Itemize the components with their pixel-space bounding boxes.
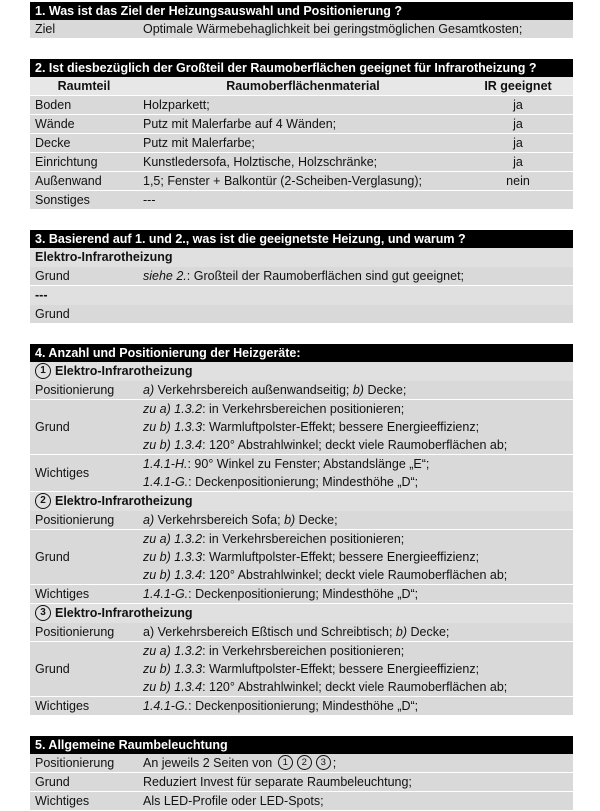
text: : 120° Abstrahlwinkel; deckt viele Raumoberflächen ab; xyxy=(202,438,508,452)
wichtig-line xyxy=(143,473,573,491)
surface-table-header xyxy=(30,77,573,96)
surface-part: Sonstiges xyxy=(35,193,90,207)
pos-a-text: Verkehrsbereich Sofa; xyxy=(154,513,285,527)
ref: zu a) 1.3.2 xyxy=(143,644,203,658)
wichtig-label: Wichtiges xyxy=(35,466,90,480)
wichtig-value: Als LED-Profile oder LED-Spots; xyxy=(143,794,324,808)
surface-row xyxy=(30,172,573,191)
text: : Deckenpositionierung; Mindesthöhe „D“; xyxy=(188,475,419,489)
position-label: Positionierung xyxy=(35,383,115,397)
surface-ir: ja xyxy=(513,136,523,150)
surface-part: Wände xyxy=(35,117,75,131)
surface-ir: nein xyxy=(506,174,530,188)
grund-line xyxy=(143,548,573,566)
unit-3-reason-row xyxy=(30,642,573,697)
unit-name: Elektro-Infrarotheizung xyxy=(55,364,193,378)
surface-ir: ja xyxy=(513,155,523,169)
unit-1-reason-row xyxy=(30,400,573,455)
heater-2-reason-row xyxy=(30,305,573,324)
pos-b-text: Decke; xyxy=(295,513,338,527)
position-label: Positionierung xyxy=(35,756,115,770)
wichtig-line xyxy=(138,585,573,603)
section-3-header: 3. Basierend auf 1. und 2., was ist die geeignetste Heizung, und warum ? xyxy=(30,230,573,248)
lighting-notes-row xyxy=(30,792,573,811)
grund-line xyxy=(143,418,573,436)
position-label: Positionierung xyxy=(35,513,115,527)
grund-line xyxy=(143,530,573,548)
surface-row xyxy=(30,191,573,210)
section-5-header: 5. Allgemeine Raumbeleuchtung xyxy=(30,736,573,754)
ref: zu b) 1.3.3 xyxy=(143,662,203,676)
text: : in Verkehrsbereichen positionieren; xyxy=(202,532,405,546)
text: : Deckenpositionierung; Mindesthöhe „D“; xyxy=(188,699,419,713)
grund-lines xyxy=(138,642,573,696)
ref: 1.4.1-G. xyxy=(143,587,189,601)
text: : Warmluftpolster-Effekt; bessere Energieeffizienz; xyxy=(202,420,480,434)
text: : Warmluftpolster-Effekt; bessere Energieeffizienz; xyxy=(202,550,480,564)
wichtig-label: Wichtiges xyxy=(35,587,90,601)
grund-line xyxy=(143,642,573,660)
text: : in Verkehrsbereichen positionieren; xyxy=(202,644,405,658)
grund-label: Grund xyxy=(35,420,70,434)
pos-b-text: Decke; xyxy=(363,383,407,397)
grund-label: Grund xyxy=(35,775,70,789)
position-value xyxy=(138,381,573,399)
section-4-header: 4. Anzahl und Positionierung der Heizgeräte: xyxy=(30,344,573,362)
unit-2-title xyxy=(30,492,573,511)
wichtig-line xyxy=(143,455,573,473)
surface-ir xyxy=(463,191,573,209)
grund-text: : Großteil der Raumoberflächen sind gut geeignet; xyxy=(186,269,465,283)
surface-row xyxy=(30,96,573,115)
position-label: Positionierung xyxy=(35,625,115,639)
text: : Warmluftpolster-Effekt; bessere Energieeffizienz; xyxy=(202,662,480,676)
grund-lines xyxy=(138,400,573,454)
surface-material: --- xyxy=(143,193,156,207)
grund-line xyxy=(143,566,573,584)
pos-b-ref: b) xyxy=(284,513,296,527)
unit-2-notes-row xyxy=(30,585,573,604)
pos-b-ref: b) xyxy=(395,625,408,639)
ref: zu a) 1.3.2 xyxy=(143,402,203,416)
pos-a-text: Verkehrsbereich Eßtisch und Schreibtisch; xyxy=(154,625,396,639)
grund-label: Grund xyxy=(35,550,70,564)
pos-a-ref: a) xyxy=(143,513,155,527)
section-2-header: 2. Ist diesbezüglich der Großteil der Raumoberflächen geeignet für Infrarotheizung ? xyxy=(30,59,573,77)
ref: zu b) 1.3.4 xyxy=(143,438,203,452)
surface-row xyxy=(30,153,573,172)
text: : in Verkehrsbereichen positionieren; xyxy=(202,402,405,416)
pos-a-text: Verkehrsbereich außenwandseitig; xyxy=(154,383,353,397)
unit-1-position-row xyxy=(30,381,573,400)
grund-line xyxy=(143,660,573,678)
wichtig-line xyxy=(138,697,573,715)
heater-choice-2: --- xyxy=(30,286,573,305)
surface-material: Holzparkett; xyxy=(143,98,210,112)
unit-3-position-row xyxy=(30,623,573,642)
section-1-row xyxy=(30,20,573,39)
grund-label: Grund xyxy=(35,662,70,676)
unit-1-title xyxy=(30,362,573,381)
surface-part: Einrichtung xyxy=(35,155,98,169)
surface-ir: ja xyxy=(513,117,523,131)
ziel-label: Ziel xyxy=(35,22,56,36)
col-raumteil: Raumteil xyxy=(57,79,111,93)
position-value xyxy=(138,511,573,529)
surface-material: 1,5; Fenster + Balkontür (2-Scheiben-Verglasung); xyxy=(143,174,422,188)
ziel-value: Optimale Wärmebehaglichkeit bei geringstmöglichen Gesamtkosten; xyxy=(143,22,523,36)
surface-part: Decke xyxy=(35,136,71,150)
grund-value: Reduziert Invest für separate Raumbeleuchtung; xyxy=(143,775,412,789)
unit-ref-badge: 3 xyxy=(316,755,331,770)
grund-label: Grund xyxy=(35,307,70,321)
ref: zu b) 1.3.3 xyxy=(143,420,203,434)
grund-value-empty xyxy=(138,305,573,323)
col-ir: IR geeignet xyxy=(484,79,552,93)
unit-ref-badge: 1 xyxy=(278,755,293,770)
pos-b-ref: b) xyxy=(352,383,364,397)
col-material: Raumoberflächenmaterial xyxy=(226,79,380,93)
document-sheet xyxy=(30,0,573,811)
unit-number-badge: 1 xyxy=(35,363,51,379)
grund-line xyxy=(143,400,573,418)
text: : 120° Abstrahlwinkel; deckt viele Raumoberflächen ab; xyxy=(202,568,508,582)
lighting-reason-row xyxy=(30,773,573,792)
grund-line xyxy=(143,436,573,454)
ref: zu b) 1.3.4 xyxy=(143,680,203,694)
surface-material: Putz mit Malerfarbe; xyxy=(143,136,255,150)
surface-material: Putz mit Malerfarbe auf 4 Wänden; xyxy=(143,117,337,131)
section-1-header: 1. Was ist das Ziel der Heizungsauswahl und Positionierung ? xyxy=(30,2,573,20)
unit-name: Elektro-Infrarotheizung xyxy=(55,606,193,620)
wichtig-lines xyxy=(138,455,573,491)
unit-2-position-row xyxy=(30,511,573,530)
unit-number-badge: 3 xyxy=(35,605,51,621)
surface-ir: ja xyxy=(513,98,523,112)
wichtig-label: Wichtiges xyxy=(35,794,90,808)
ref: zu b) 1.3.4 xyxy=(143,568,203,582)
pos-text: An jeweils 2 Seiten von xyxy=(143,756,273,770)
unit-number-badge: 2 xyxy=(35,493,51,509)
grund-ref: siehe 2. xyxy=(143,269,187,283)
position-value xyxy=(138,754,573,772)
surface-row xyxy=(30,134,573,153)
text: : 120° Abstrahlwinkel; deckt viele Raumoberflächen ab; xyxy=(202,680,508,694)
unit-name: Elektro-Infrarotheizung xyxy=(55,494,193,508)
unit-3-notes-row xyxy=(30,697,573,716)
surface-row xyxy=(30,115,573,134)
grund-label: Grund xyxy=(35,269,70,283)
position-value xyxy=(138,623,573,641)
surface-part: Außenwand xyxy=(35,174,102,188)
text: : 90° Winkel zu Fenster; Abstandslänge „E“; xyxy=(187,457,430,471)
unit-ref-badge: 2 xyxy=(297,755,312,770)
unit-1-notes-row xyxy=(30,455,573,492)
heater-1-reason-row xyxy=(30,267,573,286)
pos-end: ; xyxy=(332,756,337,770)
pos-a-ref: a) xyxy=(143,625,155,639)
unit-2-reason-row xyxy=(30,530,573,585)
heater-choice-1: Elektro-Infrarotheizung xyxy=(30,248,573,267)
grund-lines xyxy=(138,530,573,584)
surface-part: Boden xyxy=(35,98,72,112)
surface-material: Kunstledersofa, Holztische, Holzschränke; xyxy=(143,155,378,169)
ref: 1.4.1-G. xyxy=(143,475,189,489)
ref: zu a) 1.3.2 xyxy=(143,532,203,546)
wichtig-label: Wichtiges xyxy=(35,699,90,713)
pos-b-text: Decke; xyxy=(407,625,450,639)
ref: zu b) 1.3.3 xyxy=(143,550,203,564)
lighting-position-row xyxy=(30,754,573,773)
text: : Deckenpositionierung; Mindesthöhe „D“; xyxy=(188,587,419,601)
unit-3-title xyxy=(30,604,573,623)
pos-a-ref: a) xyxy=(143,383,155,397)
grund-value xyxy=(138,267,573,285)
ref: 1.4.1-G. xyxy=(143,699,189,713)
grund-line xyxy=(143,678,573,696)
ref: 1.4.1-H. xyxy=(143,457,188,471)
